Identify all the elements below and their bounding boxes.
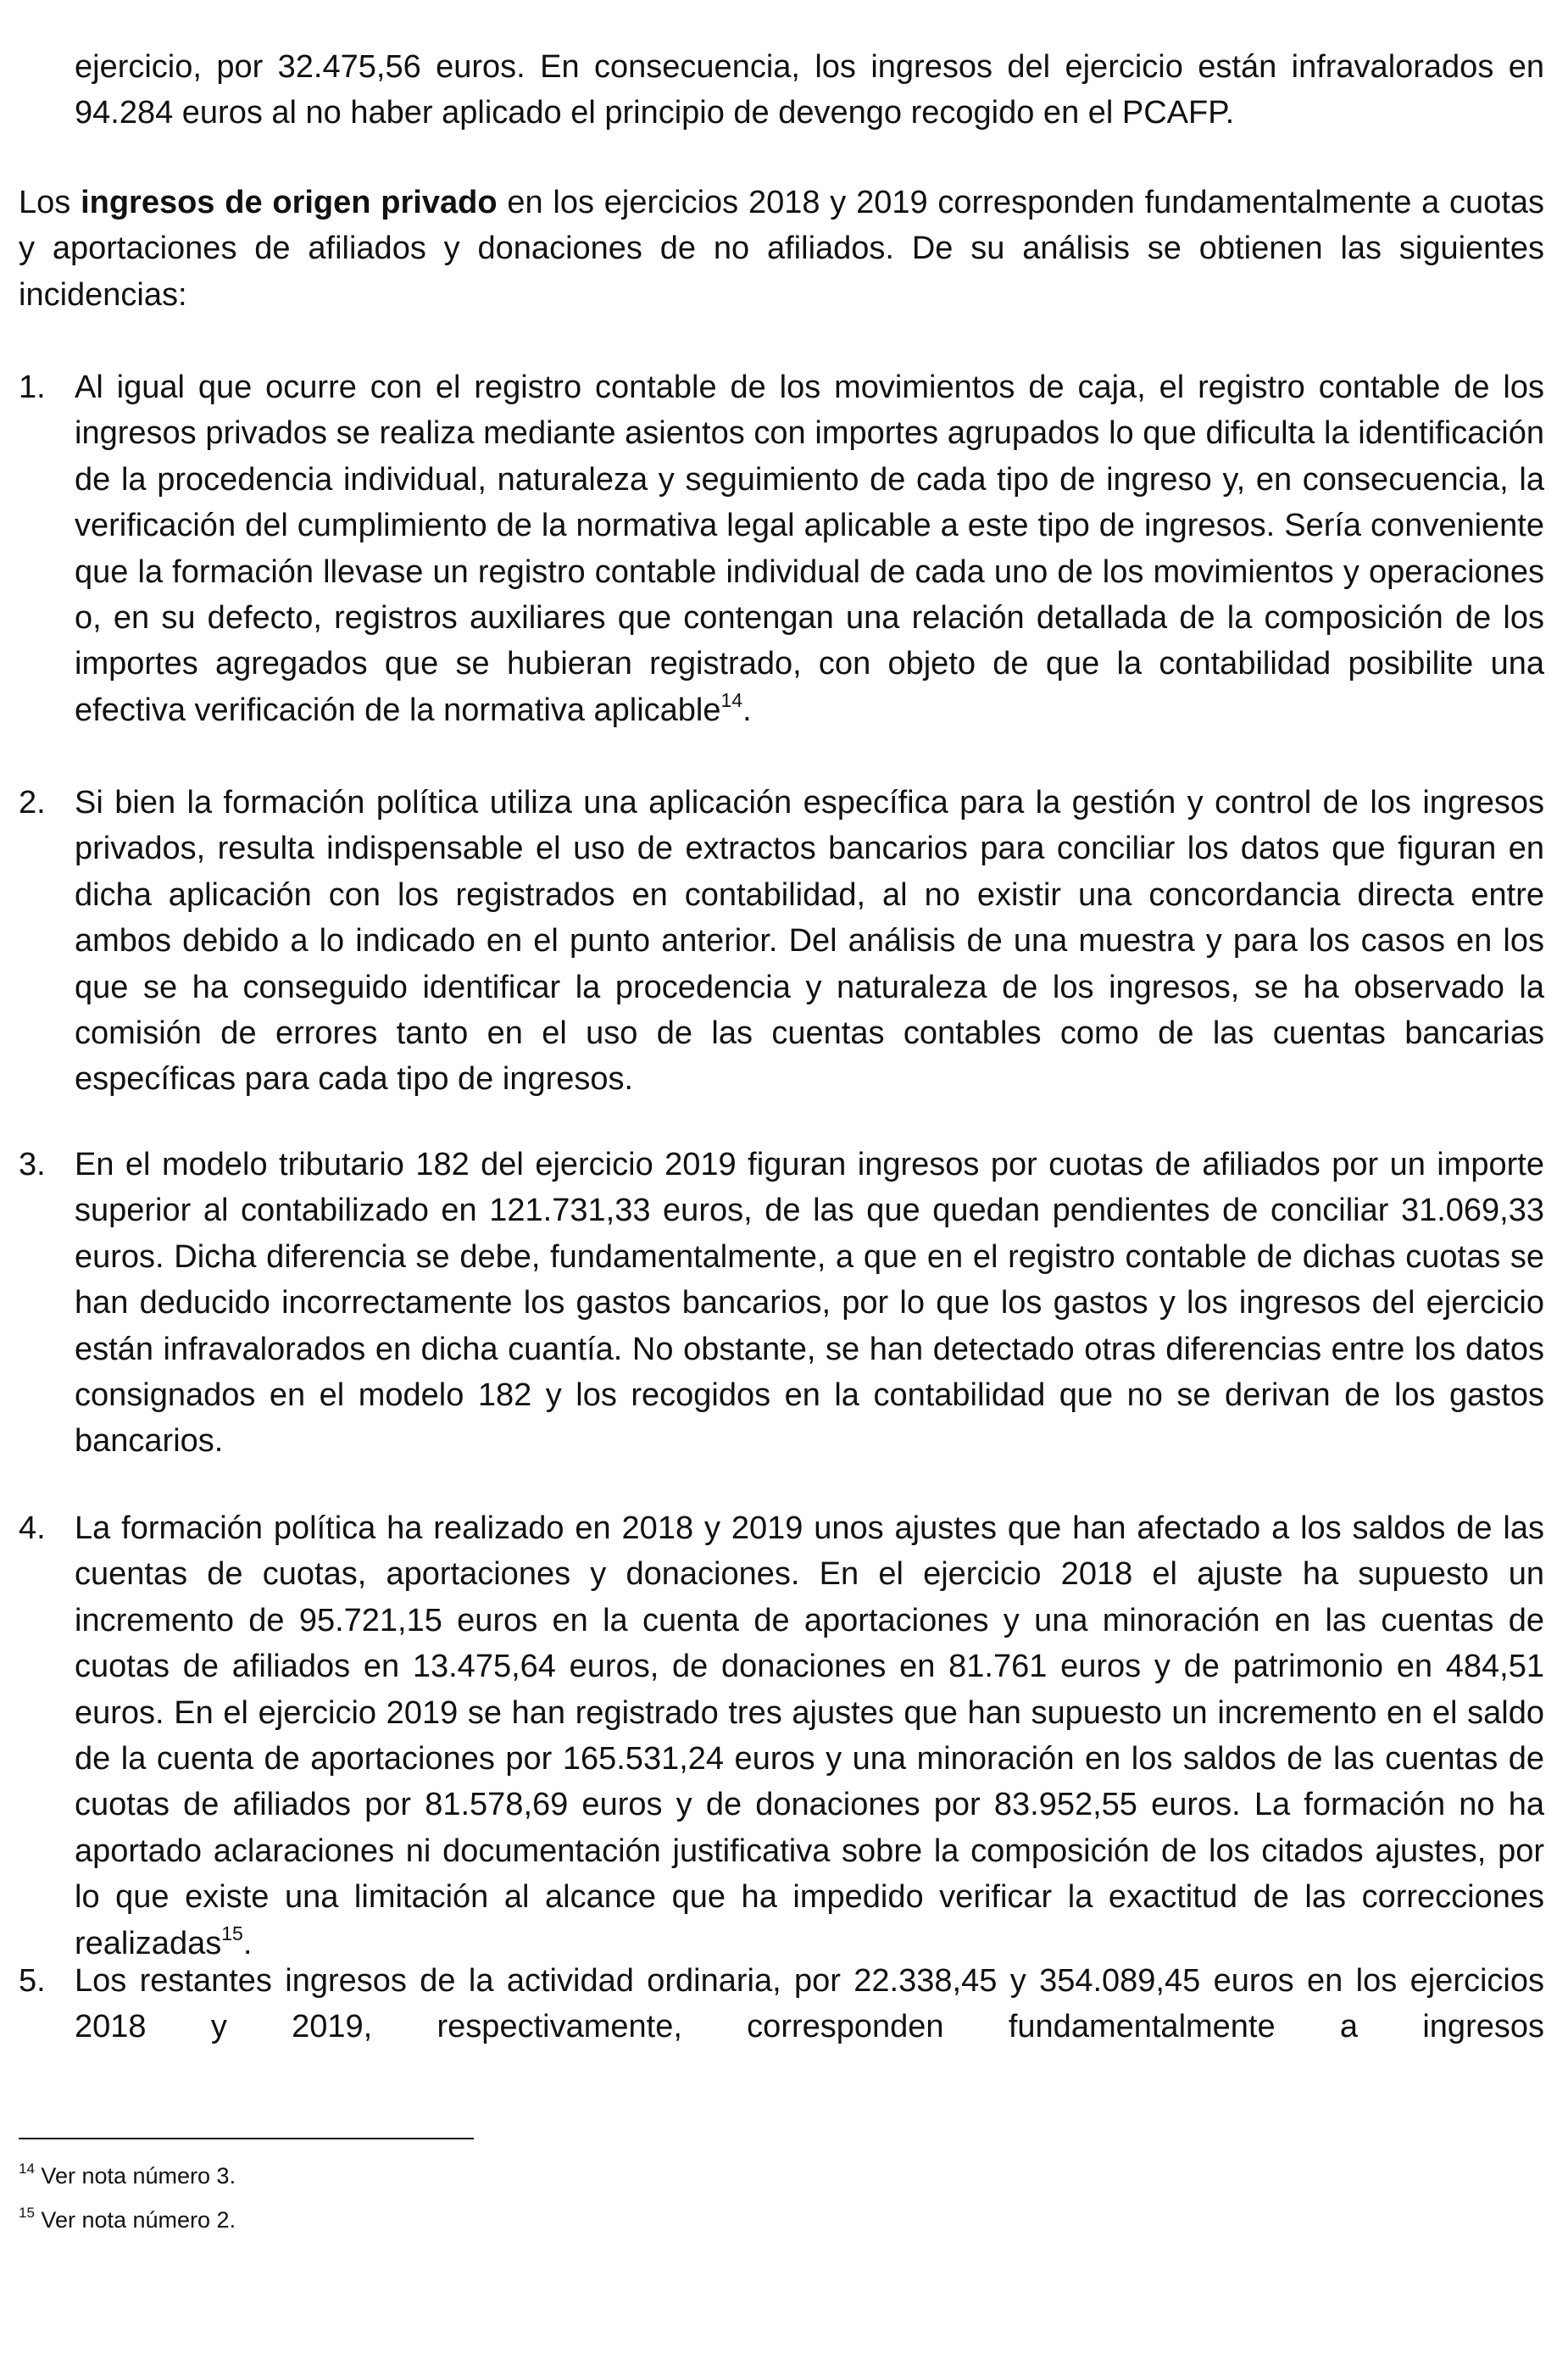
list-item-number: 4.	[19, 1510, 46, 1546]
list-item-tail: .	[242, 1925, 253, 1961]
list-item-text: Si bien la formación política utiliza una aplicación específica para la gestión y control de los ingresos privados, resulta indispensable el uso de extractos bancarios para conciliar los datos que figuran en dicha aplicación con los registrados en contabilidad, al no existir una concordancia directa entre ambos debido a lo indicado en el punto anterior. Del análisis de una muestra y para los casos en los que se ha conseguido identificar la procedencia y naturaleza de los ingresos, se ha observado la comisión de errores tanto en el uso de las cuentas contables como de las cuentas bancarias específicas para cada tipo de ingresos.	[75, 785, 1544, 1098]
footnote-text: Ver nota número 3.	[34, 2163, 236, 2189]
intro-paragraph	[19, 180, 1544, 318]
list-item-tail: .	[742, 692, 752, 728]
list-item-1	[19, 364, 1544, 733]
list-item-body: La formación política ha realizado en 2018 y 2019 unos ajustes que han afectado a los saldos de las cuentas de cuotas, aportaciones y donaciones. En el ejercicio 2018 el ajuste ha supuesto un incremento de 95.721,15 euros en la cuenta de aportaciones y una minoración en las cuentas de cuotas de afiliados en 13.475,64 euros, de donaciones en 81.761 euros y de patrimonio en 484,51 euros. En el ejercicio 2019 se han registrado tres ajustes que han supuesto un incremento en el saldo de la cuenta de aportaciones por 165.531,24 euros y una minoración en los saldos de las cuentas de cuotas de afiliados por 81.578,69 euros y de donaciones por 83.952,55 euros. La formación no ha aportado aclaraciones ni documentación justificativa sobre la composición de los citados ajustes, por lo que existe una limitación al alcance que ha impedido verificar la exactitud de las correcciones realizadas	[75, 1510, 1544, 1961]
list-item-text: Los restantes ingresos de la actividad ordinaria, por 22.338,45 y 354.089,45 euros en los ejercicios 2018 y 2019, respectivamente, corresponden fundamentalmente a ingresos	[75, 1963, 1544, 2045]
footnote-ref-15: 15	[221, 1922, 243, 1944]
list-item-number: 2.	[19, 785, 46, 820]
list-item-number: 1.	[19, 370, 46, 405]
list-item-number: 5.	[19, 1963, 46, 1999]
intro-bold-term: ingresos de origen privado	[81, 185, 498, 220]
footnote-divider	[19, 2138, 474, 2139]
list-item-4	[19, 1505, 1544, 1966]
footnote-ref-14: 14	[720, 689, 743, 712]
intro-text-after: en los ejercicios 2018 y 2019 corresponden fundamentalmente a cuotas y aportaciones de afiliados y donaciones de no afiliados. De su análisis se obtienen las siguientes incidencias:	[19, 185, 1545, 313]
footnote-15	[19, 2206, 236, 2234]
intro-text-before: Los	[19, 185, 81, 220]
list-item-text	[75, 364, 1544, 733]
list-item-body: Al igual que ocurre con el registro contable de los movimientos de caja, el registro contable de los ingresos privados se realiza mediante asientos con importes agrupados lo que dificulta la identificación de la procedencia individual, naturaleza y seguimiento de cada tipo de ingreso y, en consecuencia, la verificación del cumplimiento de la normativa legal aplicable a este tipo de ingresos. Sería conveniente que la formación llevase un registro contable individual de cada uno de los movimientos y operaciones o, en su defecto, registros auxiliares que contengan una relación detallada de la composición de los importes agregados que se hubieran registrado, con objeto de que la contabilidad posibilite una efectiva verificación de la normativa aplicable	[75, 370, 1544, 728]
footnote-mark: 15	[19, 2205, 35, 2221]
list-item-text	[75, 1505, 1544, 1966]
list-item-3	[19, 1142, 1544, 1465]
list-item-text: En el modelo tributario 182 del ejercicio 2019 figuran ingresos por cuotas de afiliados por un importe superior al contabilizado en 121.731,33 euros, de las que quedan pendientes de conciliar 31.069,33 euros. Dicha diferencia se debe, fundamentalmente, a que en el registro contable de dichas cuotas se han deducido incorrectamente los gastos bancarios, por lo que los gastos y los ingresos del ejercicio están infravalorados en dicha cuantía. No obstante, se han detectado otras diferencias entre los datos consignados en el modelo 182 y los recogidos en la contabilidad que no se derivan de los gastos bancarios.	[75, 1147, 1544, 1460]
footnote-14	[19, 2161, 236, 2190]
list-item-5	[19, 1958, 1544, 2050]
list-item-2	[19, 780, 1544, 1103]
footnote-mark: 14	[19, 2161, 35, 2177]
list-item-number: 3.	[19, 1147, 46, 1182]
footnote-text: Ver nota número 2.	[34, 2207, 236, 2233]
continuation-paragraph: ejercicio, por 32.475,56 euros. En consecuencia, los ingresos del ejercicio están infravalorados en 94.284 euros al no haber aplicado el principio de devengo recogido en el PCAFP.	[75, 49, 1544, 131]
